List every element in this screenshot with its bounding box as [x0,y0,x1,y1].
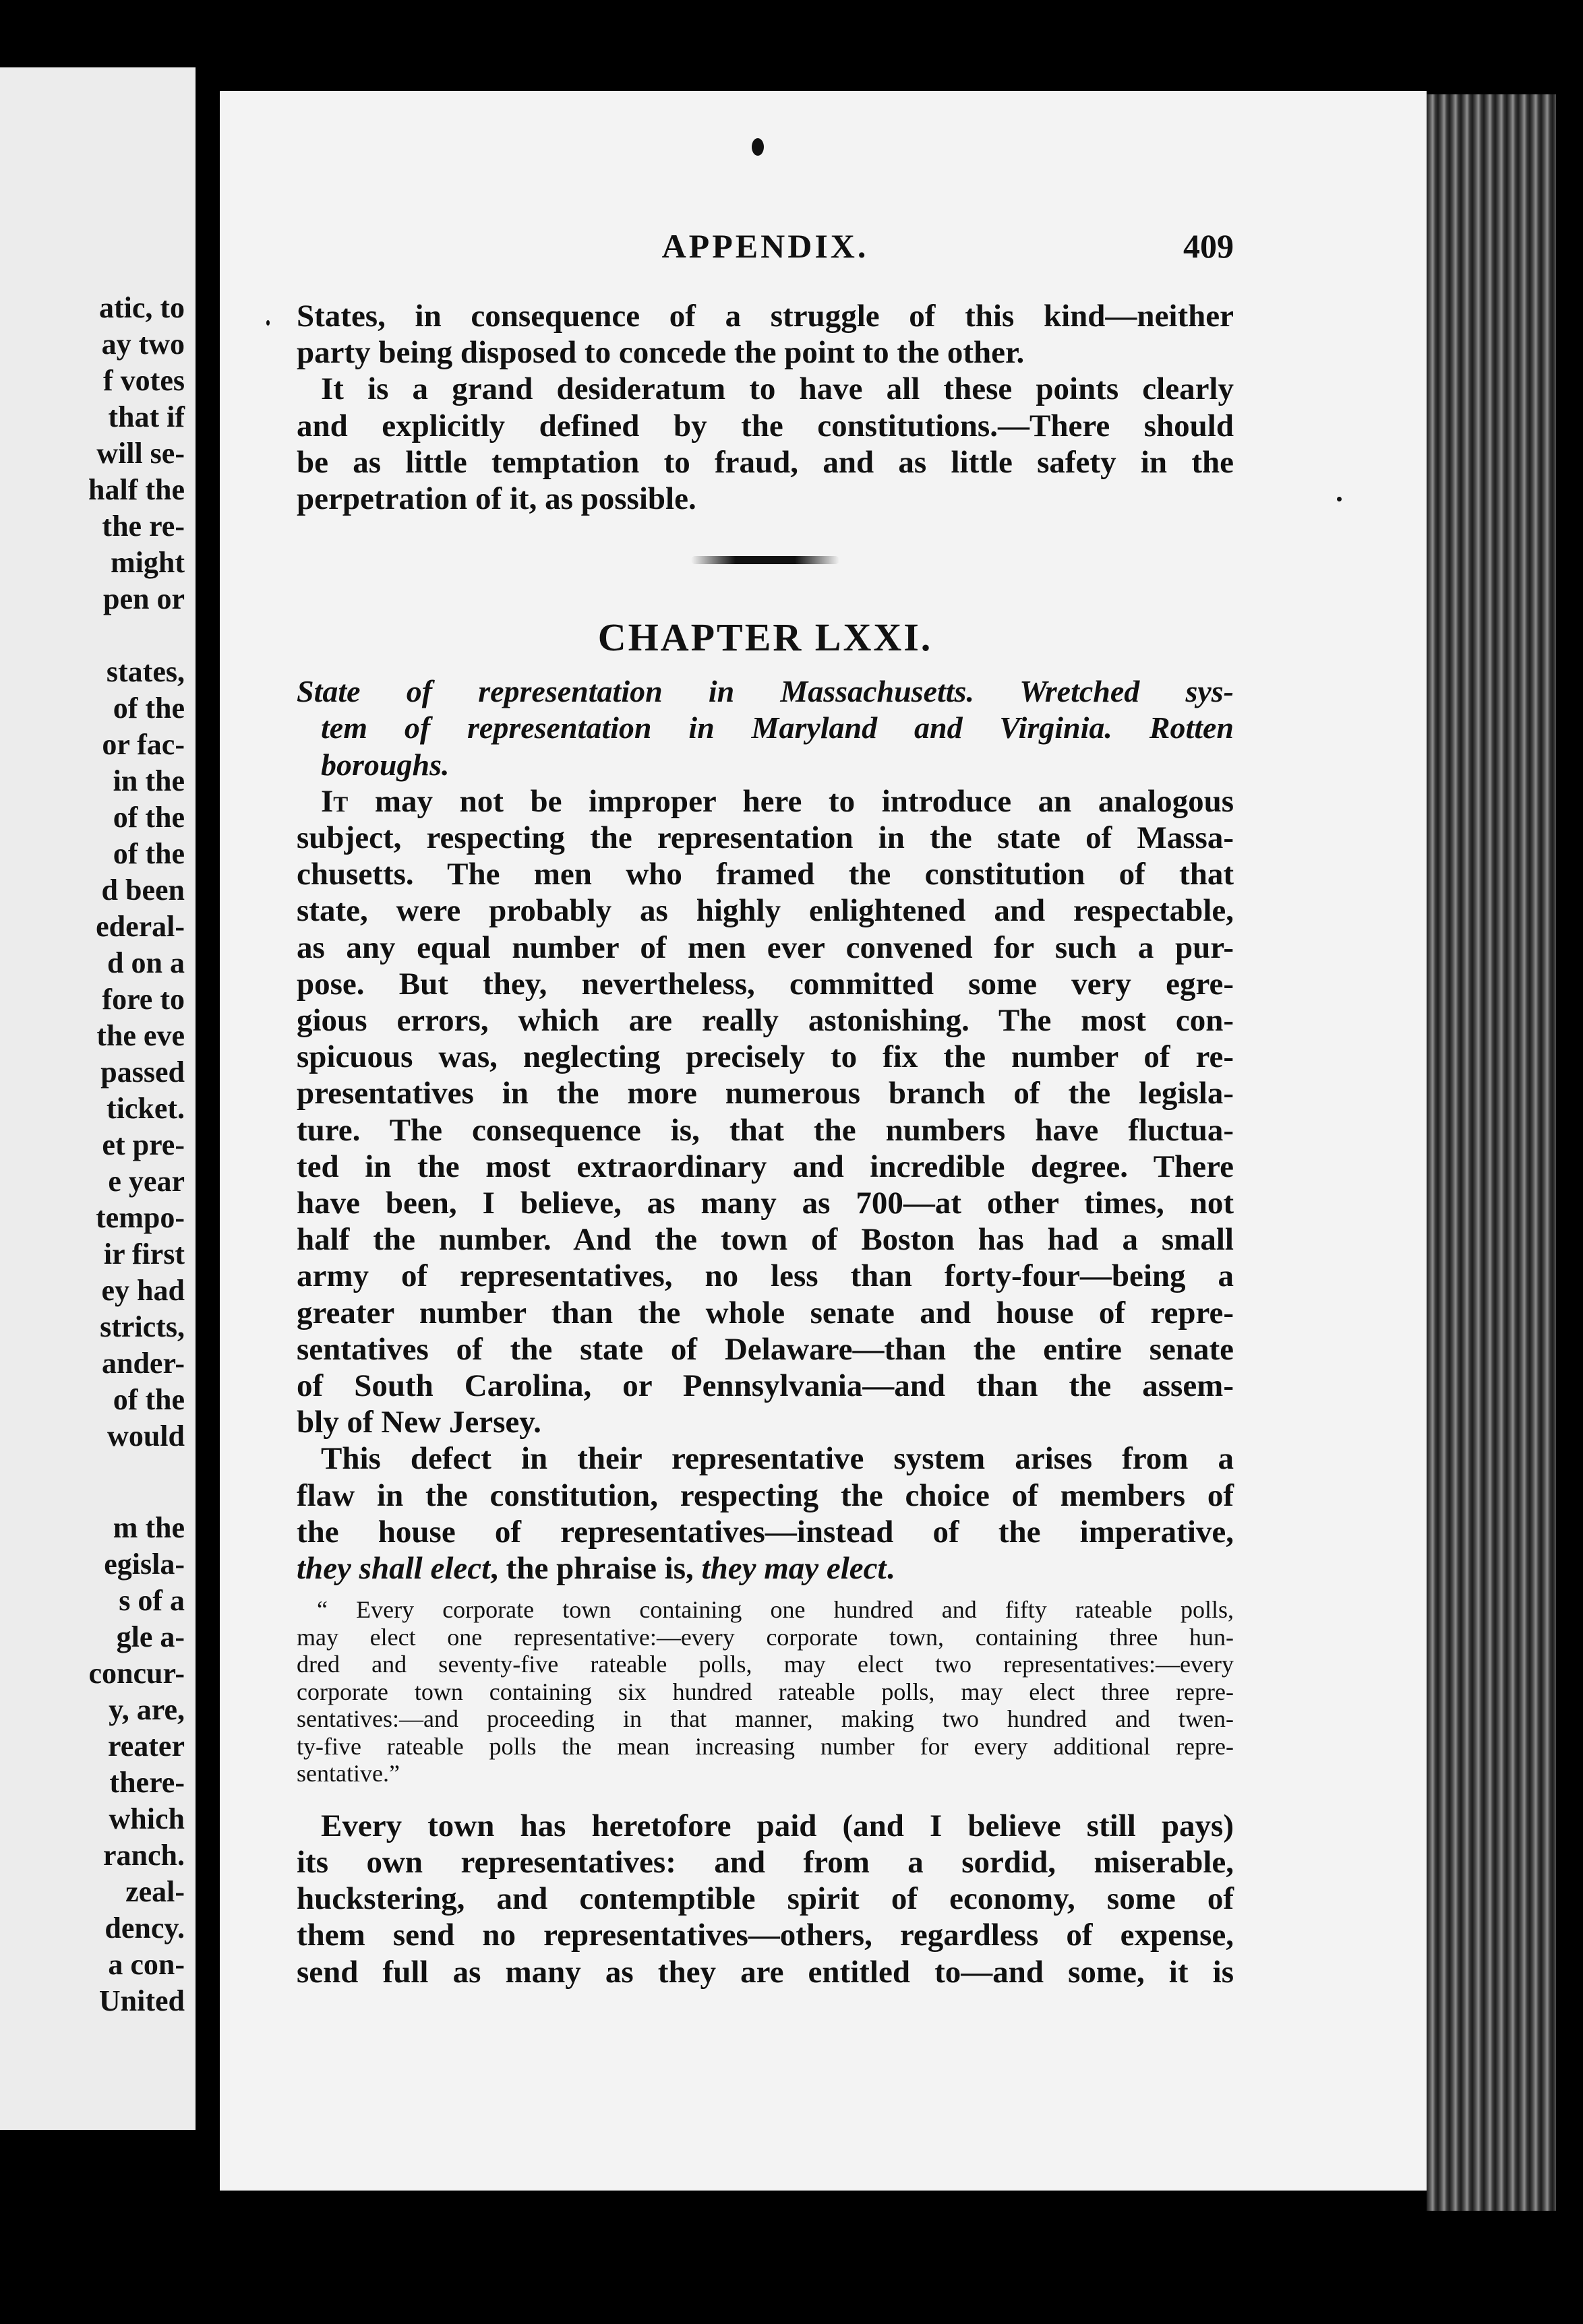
fragment-line: pen or [103,582,185,615]
text-line: presentatives in the more numerous branch of the legisla- [297,1076,1234,1111]
text-line: subject, respecting the representation in the state of Massa- [297,820,1234,856]
text-line: and explicitly defined by the constitutions.—There should [297,408,1234,444]
fragment-line: United [98,1984,185,2017]
page-edges [1427,94,1583,2211]
text-line: ture. The consequence is, that the numbers have fluctua- [297,1112,1234,1148]
text-span: . [886,1551,895,1587]
previous-page-fragment [0,67,196,2130]
fragment-line: there- [109,1766,185,1799]
fragment-line: ey had [101,1274,185,1307]
fragment-line: will se- [96,437,185,470]
text-line: bly of New Jersey. [297,1405,541,1440]
emphasis: they shall elect [297,1551,491,1587]
text-line: flaw in the constitution, respecting the choice of members of [297,1477,1234,1513]
text-line [297,1550,1234,1587]
fragment-line: the re- [102,510,185,543]
fragment-line: states, [106,655,185,688]
text-line: greater number than the whole senate and house of repre- [297,1295,1234,1331]
ornament-rule [691,556,839,564]
emphasis: they may elect [701,1551,887,1587]
footnote-line: sentative.” [297,1760,400,1787]
footnote-line: sentatives:—and proceeding in that manner, making two hundred and twen- [297,1705,1234,1733]
text-line: perpetration of it, as possible. [297,481,696,517]
fragment-line: that if [108,400,185,433]
chapter-summary-line: State of representation in Massachusetts. Wretched sys- [297,674,1234,709]
drop-lead: It [321,783,349,819]
chapter-summary-line: boroughs. [321,747,450,782]
text-line: huckstering, and contemptible spirit of economy, some of [297,1881,1234,1917]
fragment-line: ranch. [103,1839,185,1872]
fragment-line: gle a- [116,1620,185,1653]
text-line: gious errors, which are really astonishing. The most con- [297,1003,1234,1039]
fragment-line: s of a [119,1584,185,1617]
text-line: This defect in their representative system arises from a [321,1441,1234,1477]
text-line: spicuous was, neglecting precisely to fix the number of re- [297,1039,1234,1075]
text-line: of South Carolina, or Pennsylvania—and than the assem- [297,1368,1234,1404]
section-divider [297,517,1234,605]
fragment-line: might [111,546,185,579]
text-line: state, were probably as highly enlightened and respectable, [297,893,1234,929]
text-line: the house of representatives—instead of the imperative, [297,1514,1234,1550]
ink-speck [1337,497,1342,501]
text-line: half the number. And the town of Boston has had a small [297,1222,1234,1258]
fragment-line: ederal- [96,910,185,943]
footnote-line: ty-five rateable polls the mean increasing number for every additional repre- [297,1732,1234,1760]
fragment-line: d on a [107,946,185,979]
fragment-line: zeal- [125,1875,185,1908]
fragment-line: reater [108,1730,185,1763]
fragment-line: et pre- [102,1128,185,1161]
fragment-line: would [107,1419,185,1452]
fragment-line: f votes [103,364,185,397]
text-line: chusetts. The men who framed the constitution of that [297,857,1234,892]
fragment-line: m the [113,1511,185,1544]
page-text [297,298,1234,1990]
fragment-line: ticket. [106,1092,185,1125]
fragment-line: atic, to [98,291,185,324]
running-head: APPENDIX. [661,227,869,265]
text-span: , the phraise is, [490,1551,702,1587]
fragment-line: ander- [101,1347,185,1380]
fragment-line: half the [88,473,185,506]
text-line: its own representatives: and from a sordid, miserable, [297,1845,1234,1880]
fragment-line: of the [113,837,185,870]
fragment-line: stricts, [100,1310,185,1343]
fragment-line: e year [108,1165,185,1198]
text-line: pose. But they, nevertheless, committed some very egre- [297,966,1234,1002]
fragment-line: ir first [103,1237,185,1271]
page-header [297,226,1234,274]
fragment-line: of the [113,692,185,725]
text-line: party being disposed to concede the point to the other. [297,335,1025,371]
fragment-line: fore to [102,983,185,1016]
page-number: 409 [1183,227,1234,265]
text-line: send full as many as they are entitled to—and some, it is [297,1954,1234,1990]
fragment-line: of the [113,801,185,834]
fragment-line: y, are, [109,1693,185,1726]
fragment-line: d been [101,874,185,907]
text-line-rest: may not be improper here to introduce an analogous [348,783,1234,819]
ink-speck [752,138,764,156]
fragment-line: tempo- [96,1201,185,1234]
footnote-line: may elect one representative:—every corporate town, containing three hun- [297,1623,1234,1651]
footnote-line: “ Every corporate town containing one hundred and fifty rateable polls, [317,1596,1234,1624]
text-line: be as little temptation to fraud, and as little safety in the [297,444,1234,480]
chapter-title: CHAPTER LXXI. [597,615,933,660]
fragment-line: which [109,1802,185,1835]
text-line: as any equal number of men ever convened for such a pur- [297,929,1234,965]
fragment-line: a con- [108,1948,185,1981]
text-line: have been, I believe, as many as 700—at other times, not [297,1186,1234,1221]
text-line: them send no representatives—others, regardless of expense, [297,1918,1234,1953]
footnote-line: corporate town containing six hundred rateable polls, may elect three repre- [297,1678,1234,1705]
text-line: ted in the most extraordinary and incredible degree. There [297,1149,1234,1184]
fragment-line: ay two [101,328,185,361]
fragment-line: concur- [88,1657,185,1690]
text-line: Every town has heretofore paid (and I believe still pays) [321,1808,1234,1843]
text-line: army of representatives, no less than forty-four—being a [297,1258,1234,1294]
fragment-line: or fac- [102,728,185,761]
ink-speck [266,320,270,326]
fragment-line: in the [113,764,185,797]
text-line: It is a grand desideratum to have all these points clearly [321,371,1234,407]
fragment-line: dency. [104,1912,185,1945]
fragment-line: of the [113,1383,185,1416]
footnote-line: dred and seventy-five rateable polls, may elect two representatives:—every [297,1651,1234,1678]
text-line [297,783,1234,820]
text-line: States, in consequence of a struggle of this kind—neither [297,299,1234,334]
fragment-line: egisla- [104,1548,185,1581]
text-line: sentatives of the state of Delaware—than the entire senate [297,1331,1234,1367]
fragment-line: the eve [96,1019,185,1052]
chapter-summary-line: tem of representation in Maryland and Virginia. Rotten [321,710,1234,745]
fragment-line: passed [100,1056,185,1089]
